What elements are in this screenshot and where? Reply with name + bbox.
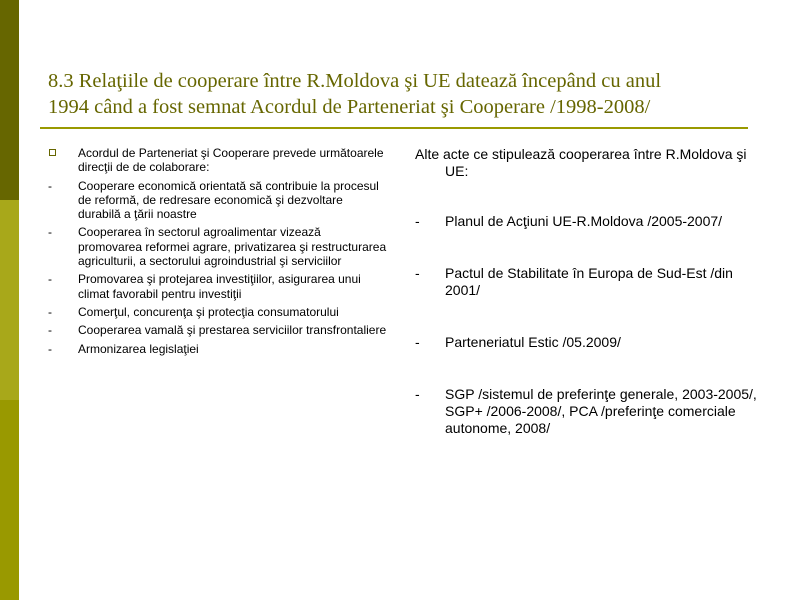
list-item [48, 342, 388, 356]
title-line-2: 1994 când a fost semnat Acordul de Parteneriat şi Cooperare /1998-2008/ [48, 96, 651, 118]
list-item [415, 386, 765, 437]
list-item-text: SGP /sistemul de preferinţe generale, 2003-2005/, SGP+ /2006-2008/, PCA /preferinţe comerciale autonome, 2008/ [445, 386, 757, 436]
dash-marker: - [48, 341, 52, 356]
dash-marker: - [48, 323, 52, 338]
list-item [48, 323, 388, 337]
square-bullet-icon [49, 149, 56, 156]
sidebar-segment-mid [0, 400, 19, 600]
sidebar-segment-dark [0, 0, 19, 200]
dash-marker: - [48, 272, 52, 287]
dash-marker: - [48, 178, 52, 193]
list-item-text: Parteneriatul Estic /05.2009/ [445, 334, 621, 350]
list-item [48, 179, 388, 222]
list-item-text: Promovarea şi protejarea investiţiilor, asigurarea unui climat favorabil pentru investiţii [78, 272, 361, 301]
dash-marker: - [415, 386, 420, 402]
dash-marker: - [48, 225, 52, 240]
list-item-text: Cooperarea vamală şi prestarea serviciilor transfrontaliere [78, 323, 387, 338]
list-item [415, 334, 765, 351]
dash-marker: - [415, 334, 420, 350]
sidebar-stripe [0, 0, 19, 600]
title-line-1: 8.3 Relaţiile de cooperare între R.Moldova şi UE datează începând cu anul [48, 70, 662, 92]
list-item-text: Armonizarea legislaţiei [78, 341, 199, 356]
sidebar-segment-light [0, 200, 19, 400]
list-item [48, 305, 388, 319]
list-item-text: Pactul de Stabilitate în Europa de Sud-Est /din 2001/ [445, 265, 733, 298]
right-column [415, 146, 765, 437]
list-item-text: Comerţul, concurenţa şi protecţia consumatorului [78, 304, 339, 319]
dash-marker: - [415, 213, 420, 229]
title-divider [40, 127, 748, 129]
left-column [48, 146, 388, 360]
list-item [415, 213, 765, 230]
left-intro-item [48, 146, 388, 175]
list-item-text: Planul de Acţiuni UE-R.Moldova /2005-2007/ [445, 213, 723, 229]
list-item [48, 225, 388, 268]
left-intro-text: Acordul de Parteneriat şi Cooperare prevede următoarele direcţii de de colaborare: [78, 146, 384, 175]
list-item [415, 265, 765, 299]
slide-title [48, 68, 768, 120]
right-intro-text: Alte acte ce stipulează cooperarea între R.Moldova şi UE: [415, 146, 747, 179]
list-item [48, 272, 388, 301]
dash-marker: - [415, 265, 420, 281]
dash-marker: - [48, 304, 52, 319]
list-item-text: Cooperare economică orientată să contribuie la procesul de reformă, de redresare economică şi dezvoltare durabilă a ţării noastre [78, 178, 379, 222]
list-item-text: Cooperarea în sectorul agroalimentar vizează promovarea reformei agrare, privatizarea şi restructurarea agriculturii, a sectorului agroindustrial şi serviciilor [78, 225, 387, 269]
